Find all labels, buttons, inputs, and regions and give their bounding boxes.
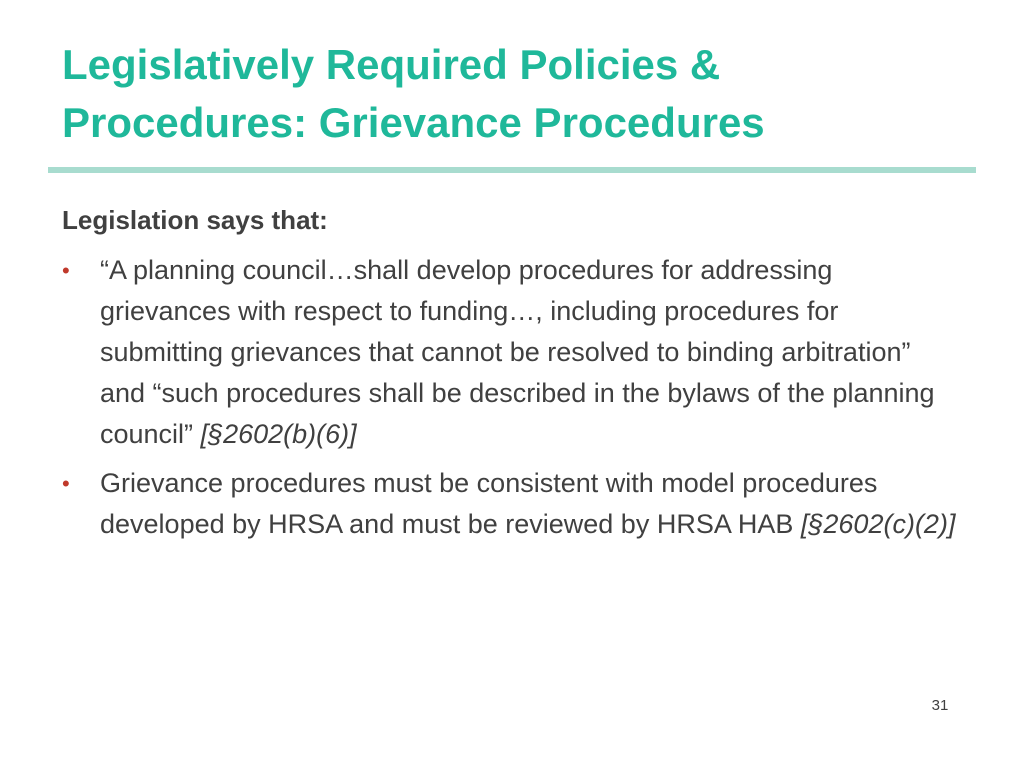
bullet-text: “A planning council…shall develop procedures for addressing grievances with respect to funding…, including procedures for submitting grievances that cannot be resolved to binding arbitration” and “such procedures shall be described in the bylaws of the planning council” [100,255,935,449]
slide-body [62,200,962,553]
slide-title [62,36,962,152]
citation: [§2602(b)(6)] [200,419,357,449]
slide-title-line-1: Legislatively Required Policies & [62,41,721,88]
bullet-list [62,250,962,545]
citation: [§2602(c)(2)] [800,509,956,539]
slide-title-line-2: Procedures: Grievance Procedures [62,99,765,146]
bullet-item-2 [62,463,962,545]
title-divider [48,167,976,173]
bullet-text: Grievance procedures must be consistent with model procedures developed by HRSA and must be reviewed by HRSA HAB [100,468,878,539]
bullet-marker-icon: • [62,258,70,283]
bullet-item-1 [62,250,962,455]
page-number: 31 [931,697,949,714]
lead-text: Legislation says that: [62,205,328,235]
bullet-marker-icon: • [62,471,70,496]
